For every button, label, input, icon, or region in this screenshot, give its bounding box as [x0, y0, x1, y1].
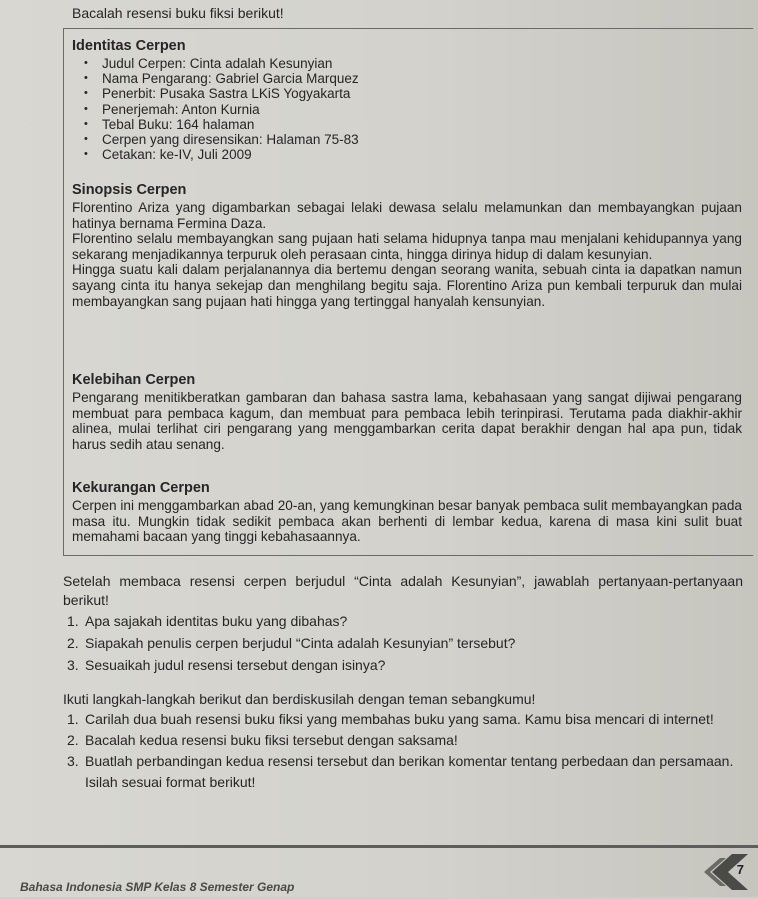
list-item: • Nama Pengarang: Gabriel Garcia Marquez [102, 71, 742, 86]
identitas-list [72, 56, 742, 162]
page-number: 7 [736, 862, 744, 877]
activity-text: Bacalah kedua resensi buku fiksi tersebut dengan saksama! [85, 732, 458, 748]
identitas-section [72, 38, 742, 162]
activity-item [63, 709, 743, 730]
list-item: • Tebal Buku: 164 halaman [102, 117, 742, 132]
kekurangan-paragraph: Cerpen ini menggambarkan abad 20-an, yang kemungkinan besar banyak pembaca sulit membayangkan pada masa itu. Mungkin tidak sedikit pembaca akan berhenti di lembar kedua, karena di masa kini sulit buat memahami bacaan yang tinggi kebahasaannya. [72, 498, 742, 545]
questions-intro: Setelah membaca resensi cerpen berjudul “Cinta adalah Kesunyian”, jawablah pertanyaan-pertanyaan berikut! [63, 573, 743, 608]
list-item: • Penerbit: Pusaka Sastra LKiS Yogyakarta [102, 86, 742, 101]
kelebihan-title: Kelebihan Cerpen [72, 372, 196, 388]
identitas-title: Identitas Cerpen [72, 38, 186, 54]
question-number: 3. [67, 657, 79, 673]
list-item: • Penerjemah: Anton Kurnia [102, 102, 742, 117]
activity-list [63, 709, 743, 793]
footer-divider [0, 845, 758, 848]
list-item: • Cetakan: ke-IV, Juli 2009 [102, 147, 742, 162]
sinopsis-paragraph: Hingga suatu kali dalam perjalanannya dia bertemu dengan seorang wanita, sebuah cinta ia dapatkan namun sayang cinta itu hanya sekejap dan menghilang begitu saja. Florentino Ariza pun kembali terpuruk dan mulai membayangkan sang pujaan hati hingga yang tertinggal hanyalah kensunyian. [72, 262, 742, 309]
activity-text: Buatlah perbandingan kedua resensi tersebut dan berikan komentar tentang perbedaan dan persamaan. Isilah sesuai format berikut! [85, 753, 734, 790]
chevron-badge-icon [702, 850, 752, 894]
activity-intro: Ikuti langkah-langkah berikut dan berdiskusilah dengan teman sebangkumu! [63, 691, 536, 707]
page-number-badge [702, 850, 752, 894]
activity-number: 3. [67, 753, 79, 769]
questions-section [63, 572, 743, 676]
question-item [63, 654, 743, 676]
kelebihan-paragraph: Pengarang menitikberatkan gambaran dan bahasa sastra lama, kebahasaan yang sangat dijiwai pengarang membuat para pembaca kagum, dan membuat para pembaca lebih terinpirasi. Terutama pada diakhir-akhir alinea, mulai terlihat ciri pengarang yang menggambarkan cerita dapat berakhir dengan hal apa pun, tidak harus sedih atau senang. [72, 390, 742, 452]
instruction-heading: Bacalah resensi buku fiksi berikut! [72, 5, 284, 21]
activity-number: 2. [67, 732, 79, 748]
activity-text: Carilah dua buah resensi buku fiksi yang membahas buku yang sama. Kamu bisa mencari di internet! [85, 711, 714, 727]
activity-number: 1. [67, 711, 79, 727]
question-text: Siapakah penulis cerpen berjudul “Cinta adalah Kesunyian” tersebut? [85, 635, 516, 651]
list-item: • Cerpen yang diresensikan: Halaman 75-83 [102, 132, 742, 147]
list-item: • Judul Cerpen: Cinta adalah Kesunyian [102, 56, 742, 71]
footer-title: Bahasa Indonesia SMP Kelas 8 Semester Genap [20, 880, 295, 894]
questions-list [63, 610, 743, 676]
activity-section [63, 690, 743, 793]
sinopsis-title: Sinopsis Cerpen [72, 182, 187, 198]
question-number: 2. [67, 635, 79, 651]
question-text: Sesuaikah judul resensi tersebut dengan isinya? [85, 657, 386, 673]
sinopsis-paragraph: Florentino Ariza yang digambarkan sebagai lelaki dewasa selalu melamunkan dan membayangkan pujaan hatinya bernama Fermina Daza. [72, 200, 742, 231]
question-item [63, 632, 743, 654]
sinopsis-section [72, 182, 742, 309]
question-text: Apa sajakah identitas buku yang dibahas? [85, 613, 348, 629]
sinopsis-paragraph: Florentino selalu membayangkan sang pujaan hati selama hidupnya tanpa mau menjalani kehidupannya yang sekarang menjadikannya terpuruk oleh perasaan cinta, hingga dirinya hidup di dalam kesunyian. [72, 231, 742, 262]
activity-item [63, 751, 743, 793]
kekurangan-title: Kekurangan Cerpen [72, 480, 210, 496]
question-number: 1. [67, 613, 79, 629]
question-item [63, 610, 743, 632]
kelebihan-section [72, 372, 742, 452]
kekurangan-section [72, 480, 742, 545]
activity-item [63, 730, 743, 751]
